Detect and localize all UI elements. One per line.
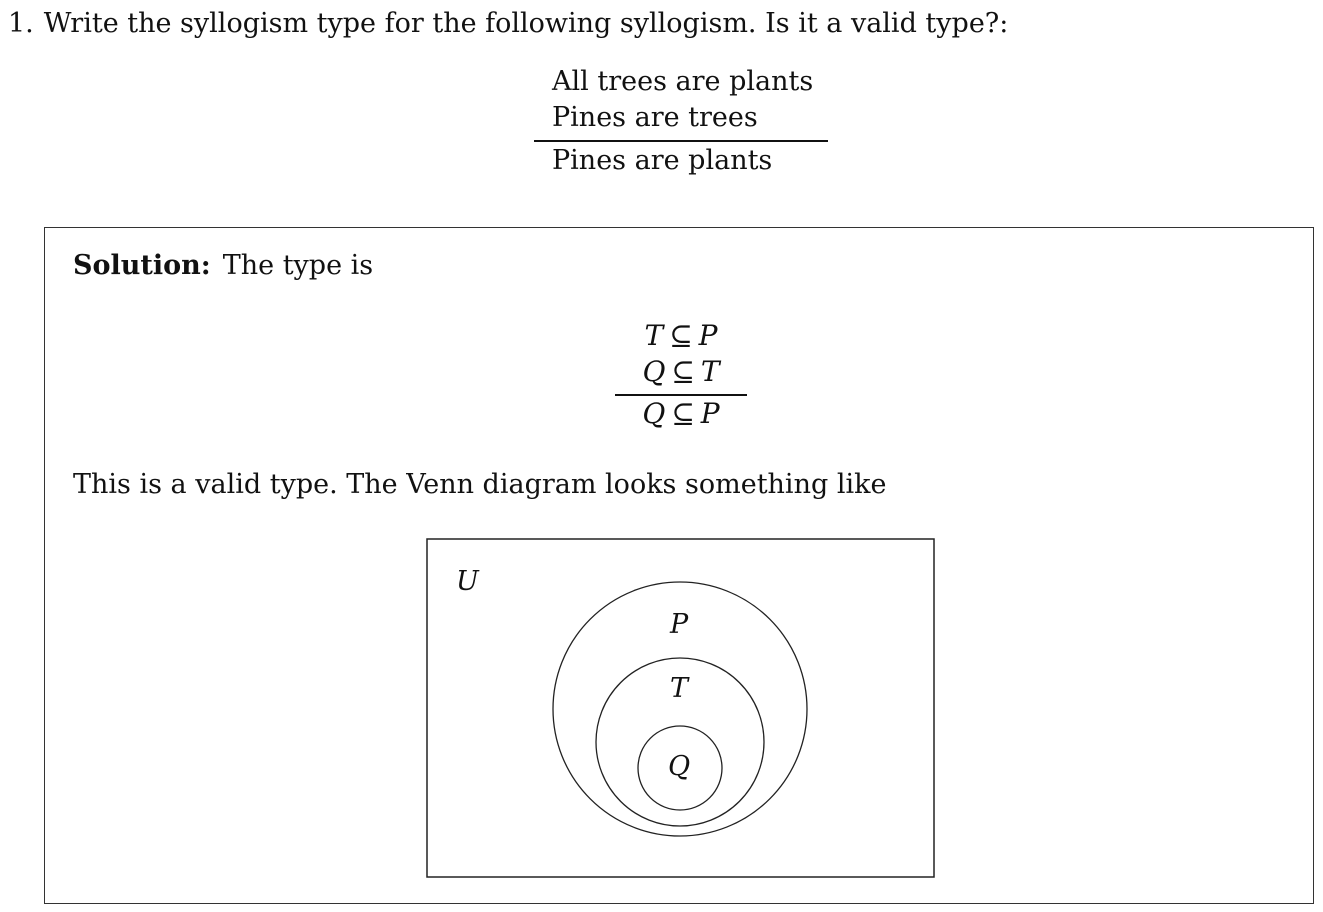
formal-premise-2-left: Q bbox=[642, 355, 666, 388]
solution-intro: The type is bbox=[222, 250, 374, 281]
venn-label-u: U bbox=[456, 566, 479, 597]
syllogism-conclusion: Pines are plants bbox=[552, 145, 773, 176]
formal-premise-2 bbox=[615, 354, 747, 390]
venn-diagram bbox=[426, 538, 938, 880]
formal-syllogism bbox=[615, 318, 747, 432]
question-text: Write the syllogism type for the following syllogism. Is it a valid type?: bbox=[43, 8, 1009, 39]
syllogism bbox=[534, 64, 828, 179]
formal-conclusion bbox=[615, 396, 747, 432]
solution-label: Solution: bbox=[73, 250, 211, 281]
formal-premise-1 bbox=[615, 318, 747, 354]
solution-heading bbox=[73, 248, 373, 284]
syllogism-divider bbox=[534, 140, 828, 142]
formal-premise-2-right: T bbox=[700, 355, 720, 388]
question bbox=[8, 6, 1008, 42]
solution-box bbox=[44, 227, 1314, 904]
question-number: 1. bbox=[8, 8, 34, 39]
subset-eq-symbol: ⊆ bbox=[669, 319, 693, 352]
formal-conclusion-right: P bbox=[700, 397, 720, 430]
venn-label-t: T bbox=[670, 673, 689, 704]
formal-conclusion-left: Q bbox=[642, 397, 666, 430]
venn-label-p: P bbox=[670, 609, 689, 640]
formal-premise-1-left: T bbox=[644, 319, 664, 352]
subset-eq-symbol: ⊆ bbox=[671, 355, 695, 388]
syllogism-premise-2: Pines are trees bbox=[552, 102, 758, 133]
venn-label-q: Q bbox=[668, 751, 691, 782]
formal-premise-1-right: P bbox=[698, 319, 718, 352]
subset-eq-symbol: ⊆ bbox=[671, 397, 695, 430]
syllogism-premise-1: All trees are plants bbox=[552, 66, 814, 97]
solution-verdict: This is a valid type. The Venn diagram looks something like bbox=[73, 469, 887, 500]
